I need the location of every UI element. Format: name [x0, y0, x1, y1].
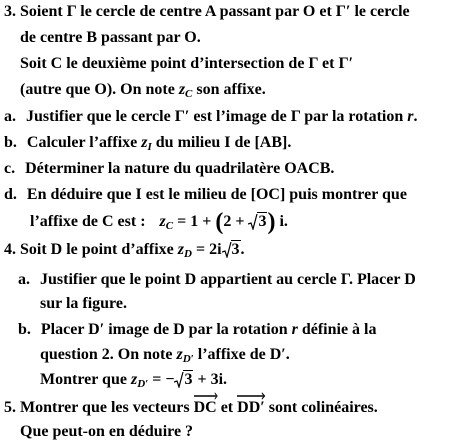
sqrt-symbol: 3 — [174, 370, 193, 390]
q3d-line-1: d. En déduire que I est le milieu de [OC] puis montrer que — [4, 186, 407, 203]
q4a-label: a. — [18, 271, 30, 288]
q5-line-2: Que peut-on en déduire ? — [20, 423, 194, 440]
q3-text-1: Soient Γ le cercle de centre A passant par O et Γ′ le cercle — [20, 3, 410, 20]
q3-text-4a: (autre que O). On note — [20, 81, 175, 98]
q3-line-4 — [20, 80, 266, 104]
q4a-line-2: sur la figure. — [40, 295, 127, 312]
q3-text-4b: son affixe. — [196, 81, 266, 98]
q3-number: 3. — [4, 3, 16, 20]
q3d-line-2: l’affixe de C est : $z_C = 1 + (2$ + 3) i. — [30, 209, 288, 235]
q3-zc: $z_C$ — [178, 81, 193, 100]
q3c-label: c. — [4, 160, 16, 177]
vector-ddprime: DD′ — [237, 398, 265, 418]
sqrt-symbol: 3 — [222, 240, 241, 260]
q3c-line: c. Déterminer la nature du quadrilatère OACB. — [4, 160, 335, 177]
q3a-label: a. — [4, 108, 16, 125]
q4b-line-3: Montrer que $z_{D'}$ = − 3 + 3i. — [40, 371, 228, 390]
q3-line-2: de centre B passant par O. — [20, 29, 201, 46]
q3d-label: d. — [4, 186, 17, 203]
q4b-label: b. — [18, 321, 31, 338]
q3-line-3: Soit C le deuxième point d’intersection de Γ et Γ′ — [20, 55, 354, 72]
q3-line-1 — [4, 2, 410, 22]
q4-number: 4. — [4, 241, 16, 258]
q4-line-1: 4. Soit D le point d’affixe $z_D = 2i$ 3. — [4, 241, 245, 260]
q5-number: 5. — [4, 399, 16, 416]
vector-dc: DC — [194, 398, 217, 418]
sqrt-symbol: 3 — [248, 212, 267, 232]
q3b-label: b. — [4, 134, 17, 151]
q4b-line-1: b. Placer D′ image de D par la rotation r définie à la — [18, 321, 377, 338]
q4a-line-1: a. Justifier que le point D appartient au cercle Γ. Placer D — [18, 271, 416, 288]
q3b-line: b. Calculer l’affixe $z_I$ du milieu I de [AB]. — [4, 134, 292, 153]
q3a-line: a. Justifier que le cercle Γ′ est l’image de Γ par la rotation r. — [4, 108, 418, 125]
q4b-line-2: question 2. On note $z_{D'}$ l’affixe de D′. — [40, 346, 290, 365]
q5-line-1: 5. Montrer que les vecteurs DC et DD′ sont colinéaires. — [4, 398, 378, 418]
